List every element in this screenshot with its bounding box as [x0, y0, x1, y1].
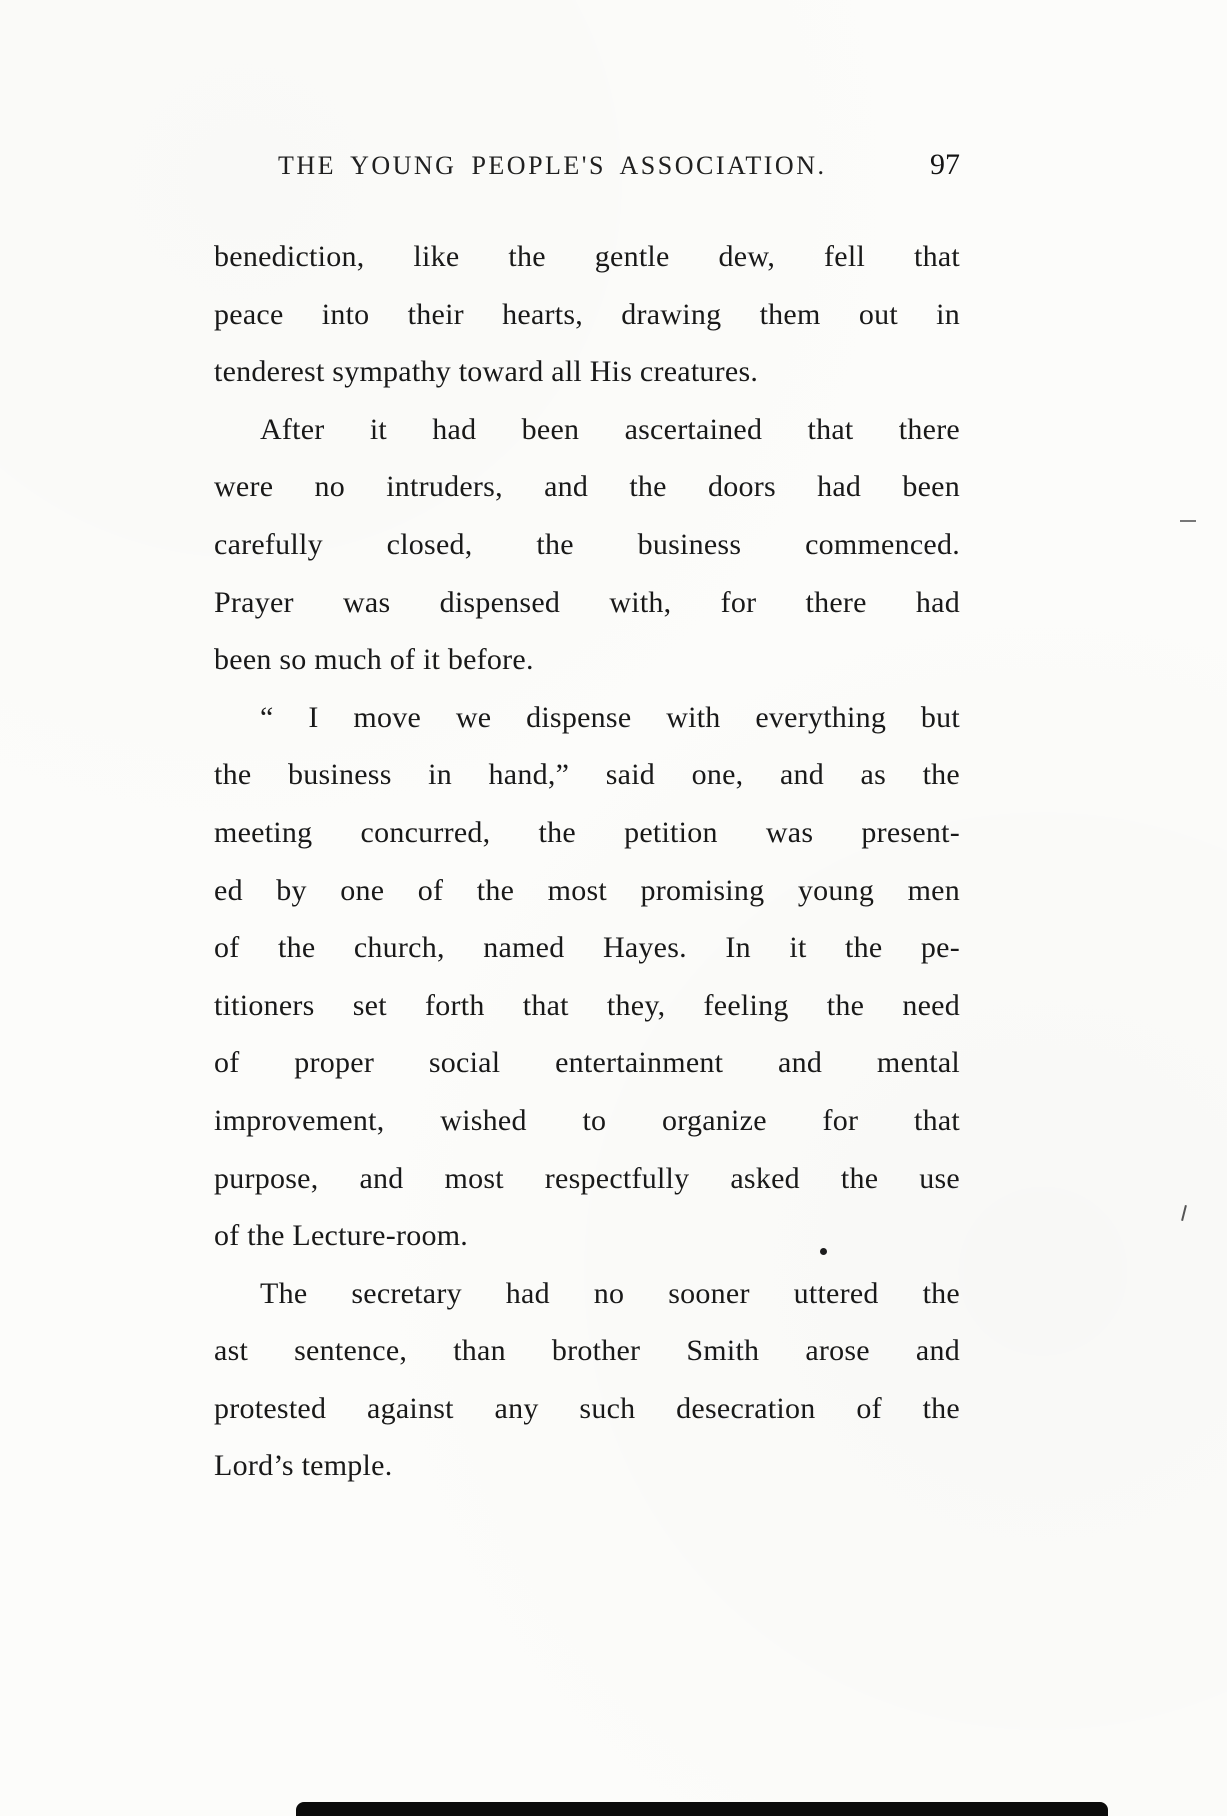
text-line: peace into their hearts, drawing them out in — [214, 297, 960, 331]
text-line: tenderest sympathy toward all His creatures. — [214, 355, 759, 389]
running-head-title: THE YOUNG PEOPLE'S ASSOCIATION. — [278, 151, 827, 180]
text-line: Prayer was dispensed with, for there had — [214, 585, 960, 619]
text-line: The secretary had no sooner uttered the — [260, 1276, 960, 1310]
text-line: benediction, like the gentle dew, fell that — [214, 240, 960, 273]
text-line: were no intruders, and the doors had been — [214, 470, 960, 504]
text-line: improvement, wished to organize for that — [214, 1103, 960, 1137]
text-line: meeting concurred, the petition was present- — [214, 815, 960, 849]
text-line: After it had been ascertained that there — [260, 412, 960, 446]
text-line: Lord’s temple. — [214, 1449, 393, 1483]
scan-edge-artifact — [296, 1802, 1108, 1816]
scan-speck — [1180, 520, 1196, 522]
paragraph — [214, 1265, 960, 1495]
text-line: of proper social entertainment and mental — [214, 1046, 960, 1080]
paragraph — [214, 228, 960, 401]
text-line: the business in hand,” said one, and as the — [214, 758, 960, 792]
paragraph — [214, 689, 960, 1265]
text-line: been so much of it before. — [214, 643, 534, 677]
paragraph — [214, 401, 960, 689]
text-line: purpose, and most respectfully asked the use — [214, 1161, 960, 1195]
text-line: protested against any such desecration of the — [214, 1391, 960, 1425]
scan-speck — [1181, 1205, 1187, 1221]
scan-speck — [820, 1248, 827, 1255]
page-number: 97 — [930, 148, 960, 181]
text-line: ast sentence, than brother Smith arose and — [214, 1334, 960, 1368]
text-line: of the church, named Hayes. In it the pe- — [214, 931, 960, 965]
text-line: of the Lecture-room. — [214, 1219, 469, 1253]
text-line: titioners set forth that they, feeling the need — [214, 988, 960, 1022]
text-line: “ I move we dispense with everything but — [260, 700, 960, 734]
text-line: ed by one of the most promising young men — [214, 873, 960, 907]
text-line: carefully closed, the business commenced. — [214, 527, 960, 561]
body-text — [214, 228, 960, 1495]
running-head — [278, 148, 960, 182]
